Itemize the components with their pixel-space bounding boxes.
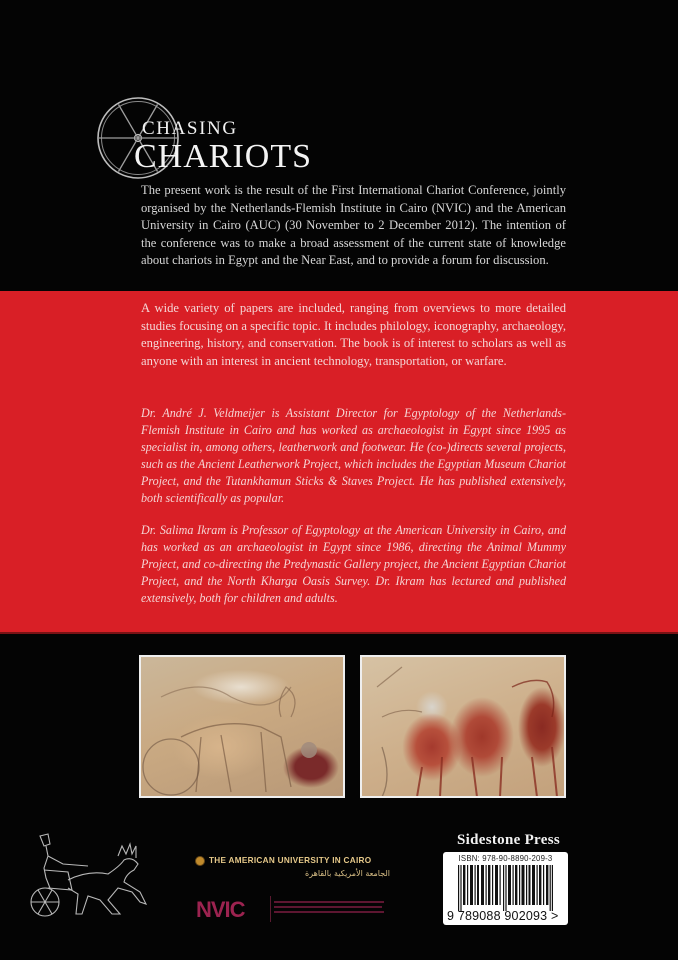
nvic-institute-text xyxy=(274,898,386,916)
title-line-1: CHASING xyxy=(142,118,238,139)
chariot-drawing-icon xyxy=(28,830,153,930)
nvic-divider xyxy=(270,896,271,922)
nvic-mark: NVIC xyxy=(196,897,245,922)
relief-photo-2 xyxy=(360,655,566,798)
isbn-label: ISBN: 978-90-8890-209-3 xyxy=(458,854,553,863)
intro-paragraph: The present work is the result of the First International Chariot Conference, jointly organised by the Netherlands-Flemish Institute in Cairo (NVIC) and the American University in Cairo (AUC) (30 November to 2 December 2012). The intention of the conference was to make a broad assessment of the current state of knowledge about chariots in Egypt and the Near East, and to provide a forum for discussion. xyxy=(141,183,566,268)
auc-name: THE AMERICAN UNIVERSITY IN CAIRO xyxy=(209,856,372,865)
title-logo xyxy=(96,96,336,186)
auc-seal-icon xyxy=(195,856,205,866)
publisher-name: Sidestone Press xyxy=(457,832,560,848)
author-bio-ikram: Dr. Salima Ikram is Professor of Egyptology at the American University in Cairo, and has worked as an archaeologist in Egypt since 1986, directing the Animal Mummy Project, and co-directing the Predynastic Gallery project, the Ancient Egyptian Chariot Project, and the North Kharga Oasis Survey. Dr. Ikram has lectured and published extensively, both for children and adults. xyxy=(141,523,566,605)
auc-logo xyxy=(195,853,395,883)
author-bio-veldmeijer: Dr. André J. Veldmeijer is Assistant Director for Egyptology of the Netherlands-Flemish Institute in Cairo and has worked as archaeologist in Egypt since 1995 as specialist in, among others, leatherwork and footwear. He (co-)directs several projects, such as the Ancient Leatherwork Project, which includes the Egyptian Museum Chariot Project, and the Tutankhamun Sticks & Staves Project. He has published extensively, both scientifically as popular. xyxy=(141,406,566,505)
barcode-digits: 9 789088 902093 > xyxy=(447,909,559,923)
description-paragraph: A wide variety of papers are included, ranging from overviews to more detailed studies focusing on a specific topic. It includes philology, iconography, archaeology, engineering, history, and conservation. The book is of interest to scholars as well as anyone with an interest in ancient technology, transportation, or warfare. xyxy=(141,301,566,368)
relief-photo-1 xyxy=(139,655,345,798)
title-line-2: CHARIOTS xyxy=(134,138,313,175)
isbn-barcode xyxy=(443,852,568,925)
barcode-bars-icon xyxy=(458,865,553,911)
auc-arabic-name: الجامعة الأمريكية بالقاهرة xyxy=(305,869,391,878)
red-description-band xyxy=(0,291,678,634)
nvic-logo xyxy=(196,896,396,926)
